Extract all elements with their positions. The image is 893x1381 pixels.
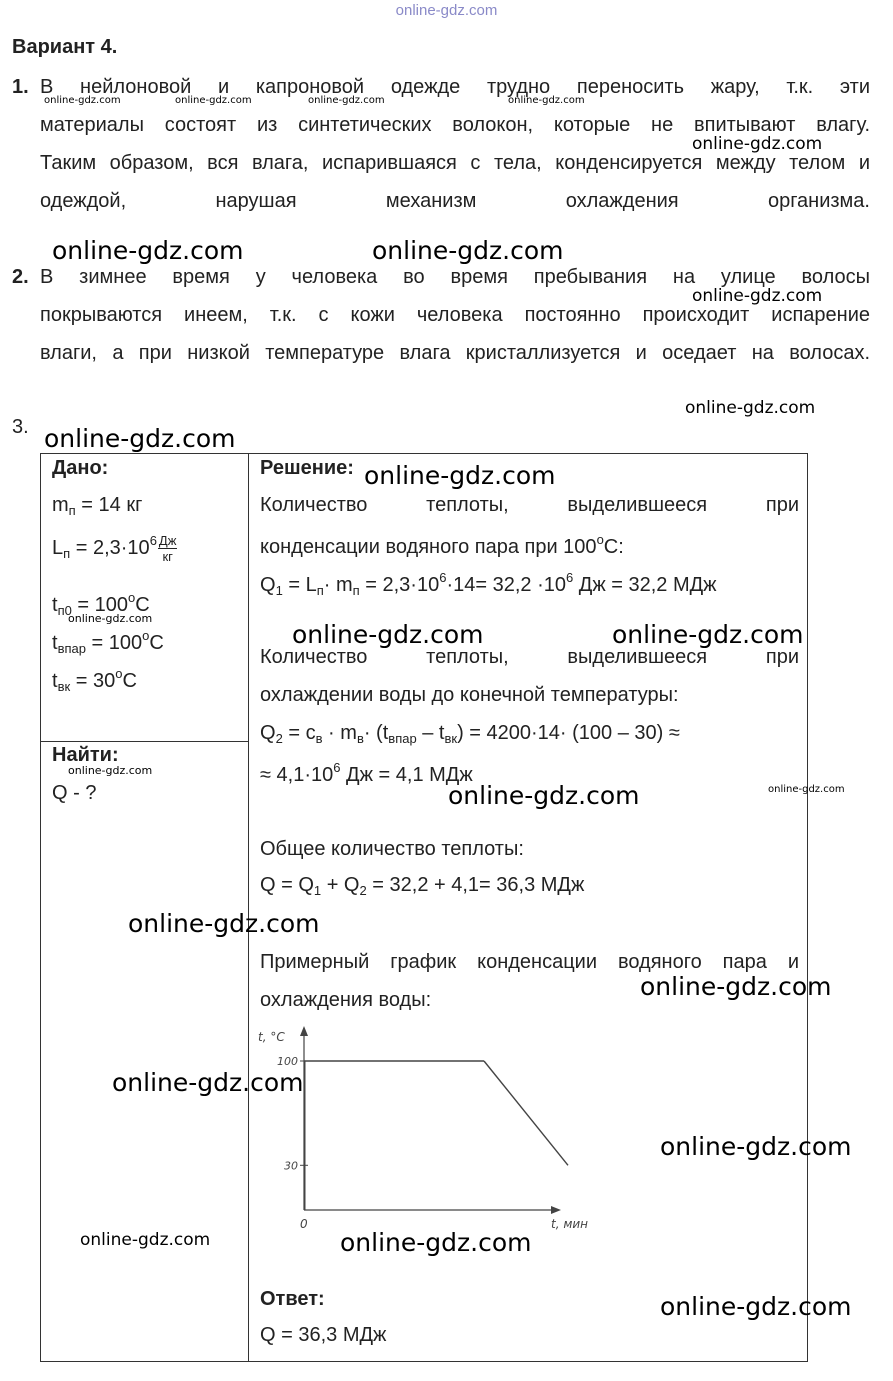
x-axis-label: t, мин [551,1217,589,1231]
answer-heading: Ответ: [260,1288,325,1310]
given-latent-heat: $L_п = 2,3\cdot 10^6$ $\frac{Дж}{кг}$ [52,533,177,565]
find-heading: Найти: [52,744,119,766]
given-t0: $t_{п0} = 100^oC$ [52,590,150,618]
watermark: online-gdz.com [660,1132,852,1161]
total-label: Общее количество теплоты: [260,838,524,860]
watermark: online-gdz.com [52,236,244,265]
item-1-line-3: Таким образом, вся влага, испарившаяся с тела, конденсируется между телом и [40,152,870,174]
item-number-1: 1. [12,76,29,98]
watermark: online-gdz.com [372,236,564,265]
watermark: online-gdz.com [692,286,823,306]
given-heading: Дано: [52,457,109,479]
watermark: online-gdz.com [508,95,585,106]
item-2-line-1: В зимнее время у человека во время пребывания на улице волосы [40,266,870,288]
item-2-line-2: покрываются инеем, т.к. с кожи человека постоянно происходит испарение [40,304,870,326]
watermark: online-gdz.com [768,784,845,795]
solution-p2-line1: Количество теплоты, выделившееся при [260,646,799,668]
watermark: online-gdz.com [308,95,385,106]
find-value: Q - ? [52,782,97,804]
condensation-cooling-chart [255,1020,605,1240]
watermark: online-gdz.com [44,95,121,106]
item-1-line-2: материалы состоят из синтетических волокон, которые не впитывают влагу. [40,114,870,136]
item-1-line-1: В нейлоновой и капроновой одежде трудно переносить жару, т.к. эти [40,76,870,98]
y-axis-label: t, °C [258,1030,285,1044]
given-tk: $t_{вк} = 30^oC$ [52,666,137,694]
item-2-text [40,258,870,372]
site-header[interactable]: online-gdz.com [395,2,498,19]
watermark: online-gdz.com [175,95,252,106]
watermark: online-gdz.com [68,612,153,625]
item-number-2: 2. [12,266,29,288]
watermark: online-gdz.com [68,764,153,777]
solution-p1-line1: Количество теплоты, выделившееся при [260,494,799,516]
watermark: online-gdz.com [660,1292,852,1321]
formula-q2: $Q_2 = c_в \cdot m_в\cdot (t_{впар} - t_{вк}) = 4200\cdot 14\cdot (100 - 30)$ ≈ [260,722,680,746]
formula-q2-result: ≈ $4,1\cdot 10^6$ Дж = 4,1 МДж [260,760,473,786]
watermark: online-gdz.com [640,972,832,1001]
formula-q1: $Q_1 = L_п\cdot m_п = 2,3\cdot 10^6\cdot 14= 32,2 \cdot 10^6$ Дж = 32,2 МДж [260,570,717,598]
y-tick-label-30: 30 [284,1159,298,1173]
given-mass: $m_п = 14$ кг [52,494,143,518]
y-tick-label-100: 100 [277,1055,298,1068]
table-divider-horizontal [40,741,249,742]
solution-p2-line2: охлаждении воды до конечной температуры: [260,684,679,706]
watermark: online-gdz.com [364,461,556,490]
watermark: online-gdz.com [685,398,816,418]
watermark: online-gdz.com [128,909,320,938]
given-tvap: $t_{впар} = 100^oC$ [52,628,164,656]
y-axis-arrow [300,1026,308,1036]
watermark: online-gdz.com [692,134,823,154]
solution-heading: Решение: [260,457,354,479]
item-number-3: 3. [12,416,29,438]
watermark: online-gdz.com [112,1068,304,1097]
watermark: online-gdz.com [448,781,640,810]
series-cooling [484,1061,568,1165]
item-1-line-4: одеждой, нарушая механизм охлаждения организма. [40,190,870,212]
watermark: online-gdz.com [612,620,804,649]
variant-title: Вариант 4. [12,36,118,58]
watermark: online-gdz.com [340,1228,532,1257]
graph-caption-line1: Примерный график конденсации водяного пара и [260,951,799,973]
watermark: online-gdz.com [80,1230,211,1250]
answer-value: Q = 36,3 МДж [260,1324,387,1346]
watermark: online-gdz.com [44,424,236,453]
x-origin-label: 0 [300,1217,308,1231]
solution-p1-line2: конденсации водяного пара при 100$^o$С: [260,532,624,558]
formula-total: $Q = Q_1 + Q_2 = 32,2 + 4,1= 36,3$ МДж [260,874,585,898]
graph-caption-line2: охлаждения воды: [260,989,432,1011]
item-2-line-3: влаги, а при низкой температуре влага кристаллизуется и оседает на волосах. [40,342,870,364]
watermark: online-gdz.com [292,620,484,649]
table-divider-vertical [248,453,249,1362]
x-axis-arrow [551,1206,561,1214]
